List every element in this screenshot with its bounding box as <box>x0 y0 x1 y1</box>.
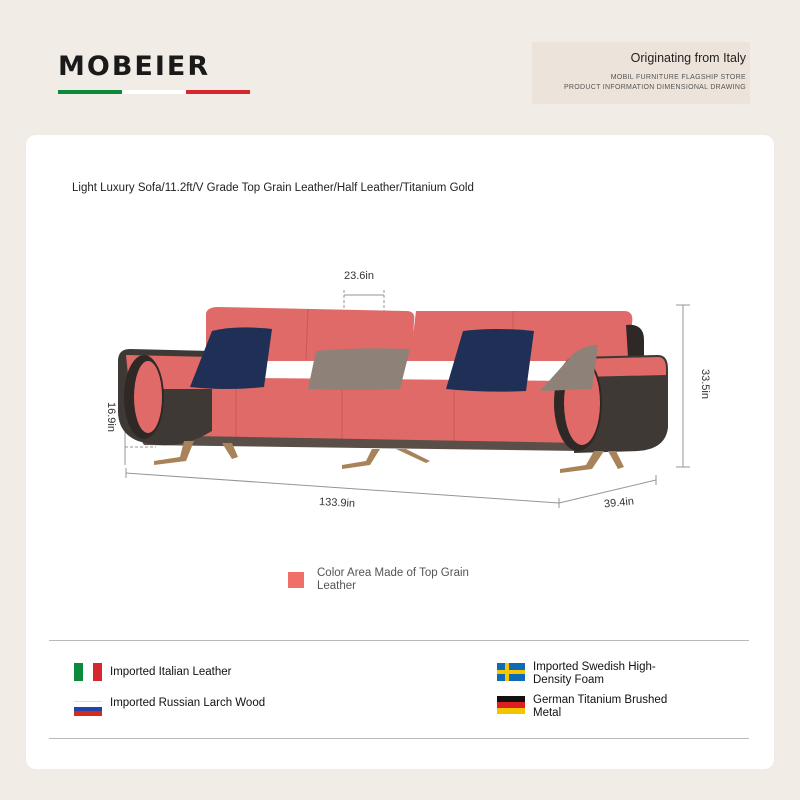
back-depth-label: 23.6in <box>344 270 374 282</box>
product-title: Light Luxury Sofa/11.2ft/V Grade Top Grain Leather/Half Leather/Titanium Gold <box>72 182 474 194</box>
left-armrest <box>118 349 212 445</box>
leather-color-swatch <box>288 572 304 588</box>
length-label: 133.9in <box>318 496 356 510</box>
depth-label: 39.4in <box>603 495 635 511</box>
material-item-italian-leather <box>74 663 304 681</box>
italy-stripe <box>58 90 250 94</box>
italy-flag-icon <box>74 663 102 681</box>
sofa-drawing <box>26 135 774 635</box>
material-label: Imported Swedish High-Density Foam <box>533 661 656 686</box>
drawing-text: PRODUCT INFORMATION DIMENSIONAL DRAWING <box>563 84 746 91</box>
height-label: 33.5in <box>698 369 711 399</box>
legend-text: Color Area Made of Top Grain Leather <box>317 567 469 592</box>
material-label: Imported Russian Larch Wood <box>110 697 266 709</box>
brand-info-panel <box>532 42 750 104</box>
divider-top <box>49 640 749 641</box>
origin-text: Originating from Italy <box>630 51 746 65</box>
material-label: German Titanium Brushed Metal <box>533 694 668 719</box>
sweden-flag-icon <box>497 663 525 681</box>
material-item-russian-larch <box>74 697 274 716</box>
divider-bottom <box>49 738 749 739</box>
russia-flag-icon <box>74 701 102 716</box>
brand-logo <box>58 52 250 82</box>
store-text: MOBIL FURNITURE FLAGSHIP STORE <box>610 74 746 81</box>
germany-flag-icon <box>497 696 525 714</box>
material-label: Imported Italian Leather <box>110 666 232 678</box>
seat-height-label: 16.9in <box>104 402 117 432</box>
logo-text: MOBEIER <box>58 51 211 82</box>
product-card <box>26 135 774 769</box>
material-item-swedish-foam <box>497 661 677 687</box>
material-item-german-titanium <box>497 694 677 720</box>
